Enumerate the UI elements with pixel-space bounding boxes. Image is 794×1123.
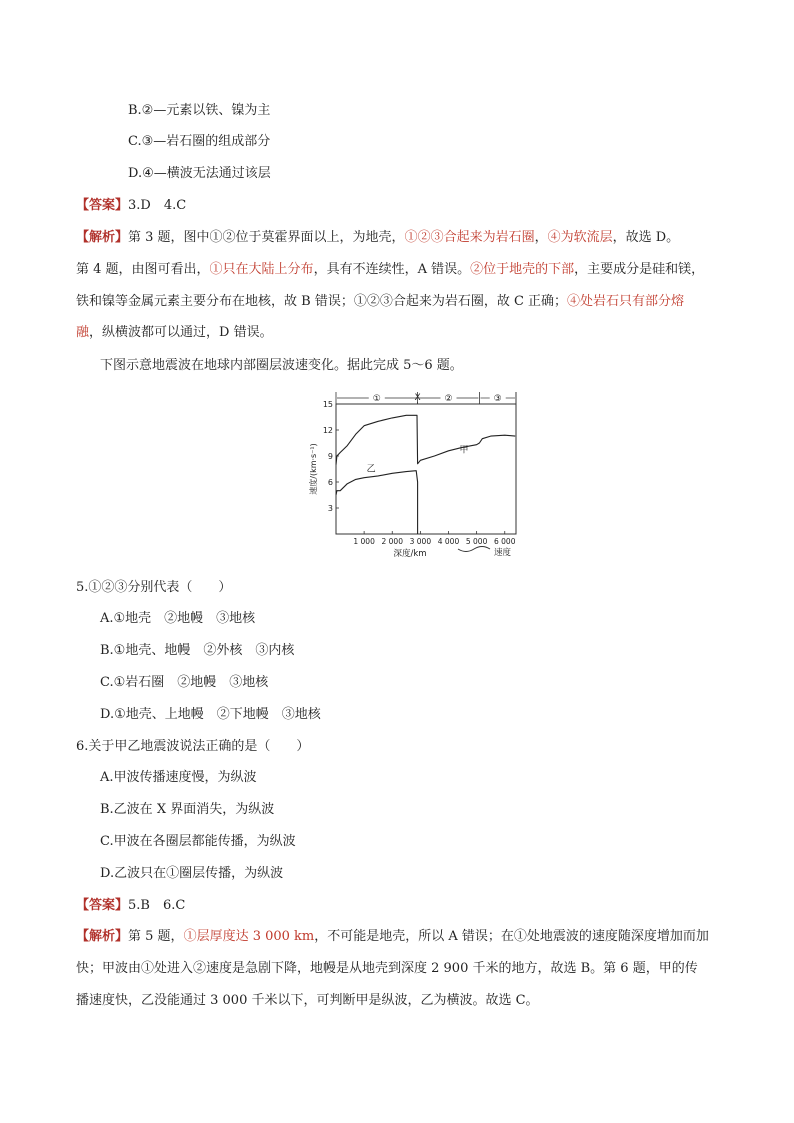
x-tick-label: 1 000 — [353, 537, 375, 546]
answer-tag: 【答案】 — [76, 898, 129, 913]
x-tick-label: 3 000 — [409, 537, 432, 546]
explanation-3-4-line-3 — [76, 292, 726, 312]
figure-intro: 下图示意地震波在地球内部圈层波速变化。据此完成 5～6 题。 — [100, 358, 463, 373]
text-segment: ， — [534, 230, 548, 245]
q5-option-b: B.①地壳、地幔 ②外核 ③内核 — [100, 643, 295, 658]
answer-3-4 — [76, 196, 726, 216]
legend-line-icon — [458, 547, 490, 552]
y-tick-label: 3 — [327, 504, 333, 513]
series-label: 乙 — [366, 464, 376, 475]
highlight-text: ②位于地壳的下部 — [470, 262, 575, 277]
answer-tag: 【答案】 — [76, 198, 129, 213]
legend-label: 速度 — [494, 548, 512, 558]
layer-label: ① — [372, 394, 381, 404]
q5-option-a: A.①地壳 ②地幔 ③地核 — [100, 611, 256, 626]
x-tick-label: 4 000 — [437, 537, 460, 546]
explanation-3-4-line-2 — [76, 260, 726, 280]
highlight-text: 融 — [76, 325, 90, 340]
q6-option-b: B.乙波在 X 界面消失，为纵波 — [100, 802, 275, 817]
y-tick-label: 15 — [322, 400, 333, 409]
explanation-3-4-line-4 — [76, 323, 726, 343]
q6-option-d: D.乙波只在①圈层传播，为纵波 — [100, 866, 284, 881]
explanation-tag: 【解析】 — [76, 929, 129, 944]
answer-text: 5.B 6.C — [128, 898, 186, 913]
text-segment: 播速度快，乙没能通过 3 000 千米以下，可判断甲是纵波，乙为横波。故选 C。 — [76, 993, 539, 1008]
x-axis-label: 深度/km — [393, 549, 427, 559]
q6-option-c: C.甲波在各圈层都能传播，为纵波 — [100, 834, 296, 849]
q6-option-a: A.甲波传播速度慢，为纵波 — [100, 770, 257, 785]
explanation-5-6-line-2 — [76, 959, 726, 979]
series-line-甲 — [336, 415, 515, 464]
y-tick-label: 12 — [322, 426, 333, 435]
text-segment: ，不可能是地壳，所以 A 错误；在①处地震波的速度随深度增加而加 — [314, 929, 709, 944]
highlight-text: ①②③合起来为岩石圈 — [404, 230, 535, 245]
y-tick-label: 9 — [327, 452, 333, 461]
y-axis-label: 速度/(km·s⁻¹) — [309, 443, 318, 495]
q4-option-d: D.④—横波无法通过该层 — [128, 166, 271, 181]
text-segment: 第 3 题，图中①②位于莫霍界面以上，为地壳， — [128, 230, 405, 245]
explanation-5-6-line-1 — [76, 927, 726, 947]
series-line-乙 — [336, 471, 418, 534]
answer-text: 3.D 4.C — [128, 198, 187, 213]
text-segment: 快；甲波由①处进入②速度是急剧下降，地幔是从地壳到深度 2 900 千米的地方，故选 B。第 6 题，甲的传 — [76, 961, 698, 976]
y-tick-label: 6 — [327, 478, 333, 487]
explanation-5-6-line-3 — [76, 991, 726, 1011]
q4-option-b: B.②—元素以铁、镍为主 — [128, 103, 271, 118]
text-segment: ，主要成分是硅和镁， — [574, 262, 705, 277]
explanation-tag: 【解析】 — [76, 230, 129, 245]
q5-option-c: C.①岩石圈 ②地幔 ③地核 — [100, 675, 269, 690]
x-tick-label: 6 000 — [494, 537, 516, 546]
layer-label: ② — [444, 394, 453, 404]
q4-option-c: C.③—岩石圈的组成部分 — [128, 134, 271, 149]
boundary-label: X — [414, 393, 421, 403]
highlight-text: ④为软流层 — [547, 230, 613, 245]
plot-frame — [336, 404, 516, 534]
text-segment: 第 5 题， — [128, 929, 184, 944]
series-label: 甲 — [459, 445, 469, 456]
answer-5-6 — [76, 896, 726, 916]
seismic-wave-chart — [306, 388, 526, 560]
text-segment: 铁和镍等金属元素主要分布在地核，故 B 错误；①②③合起来为岩石圈，故 C 正确； — [76, 294, 568, 309]
x-tick-label: 2 000 — [381, 537, 403, 546]
explanation-3-4-line-1 — [76, 228, 726, 248]
text-segment: ，故选 D。 — [612, 230, 680, 245]
q5-option-d: D.①地壳、上地幔 ②下地幔 ③地核 — [100, 707, 321, 722]
highlight-text: ①层厚度达 3 000 km — [183, 929, 315, 944]
highlight-text: ①只在大陆上分布 — [209, 262, 314, 277]
layer-label: ③ — [493, 394, 502, 404]
text-segment: ，纵横波都可以通过，D 错误。 — [89, 325, 273, 340]
highlight-text: ④处岩石只有部分熔 — [567, 294, 685, 309]
q6-stem: 6.关于甲乙地震波说法正确的是（ ） — [76, 739, 310, 754]
x-tick-label: 5 000 — [465, 537, 488, 546]
text-segment: ，具有不连续性，A 错误。 — [313, 262, 471, 277]
text-segment: 第 4 题，由图可看出， — [76, 262, 210, 277]
q5-stem: 5.①②③分别代表（ ） — [76, 580, 232, 595]
